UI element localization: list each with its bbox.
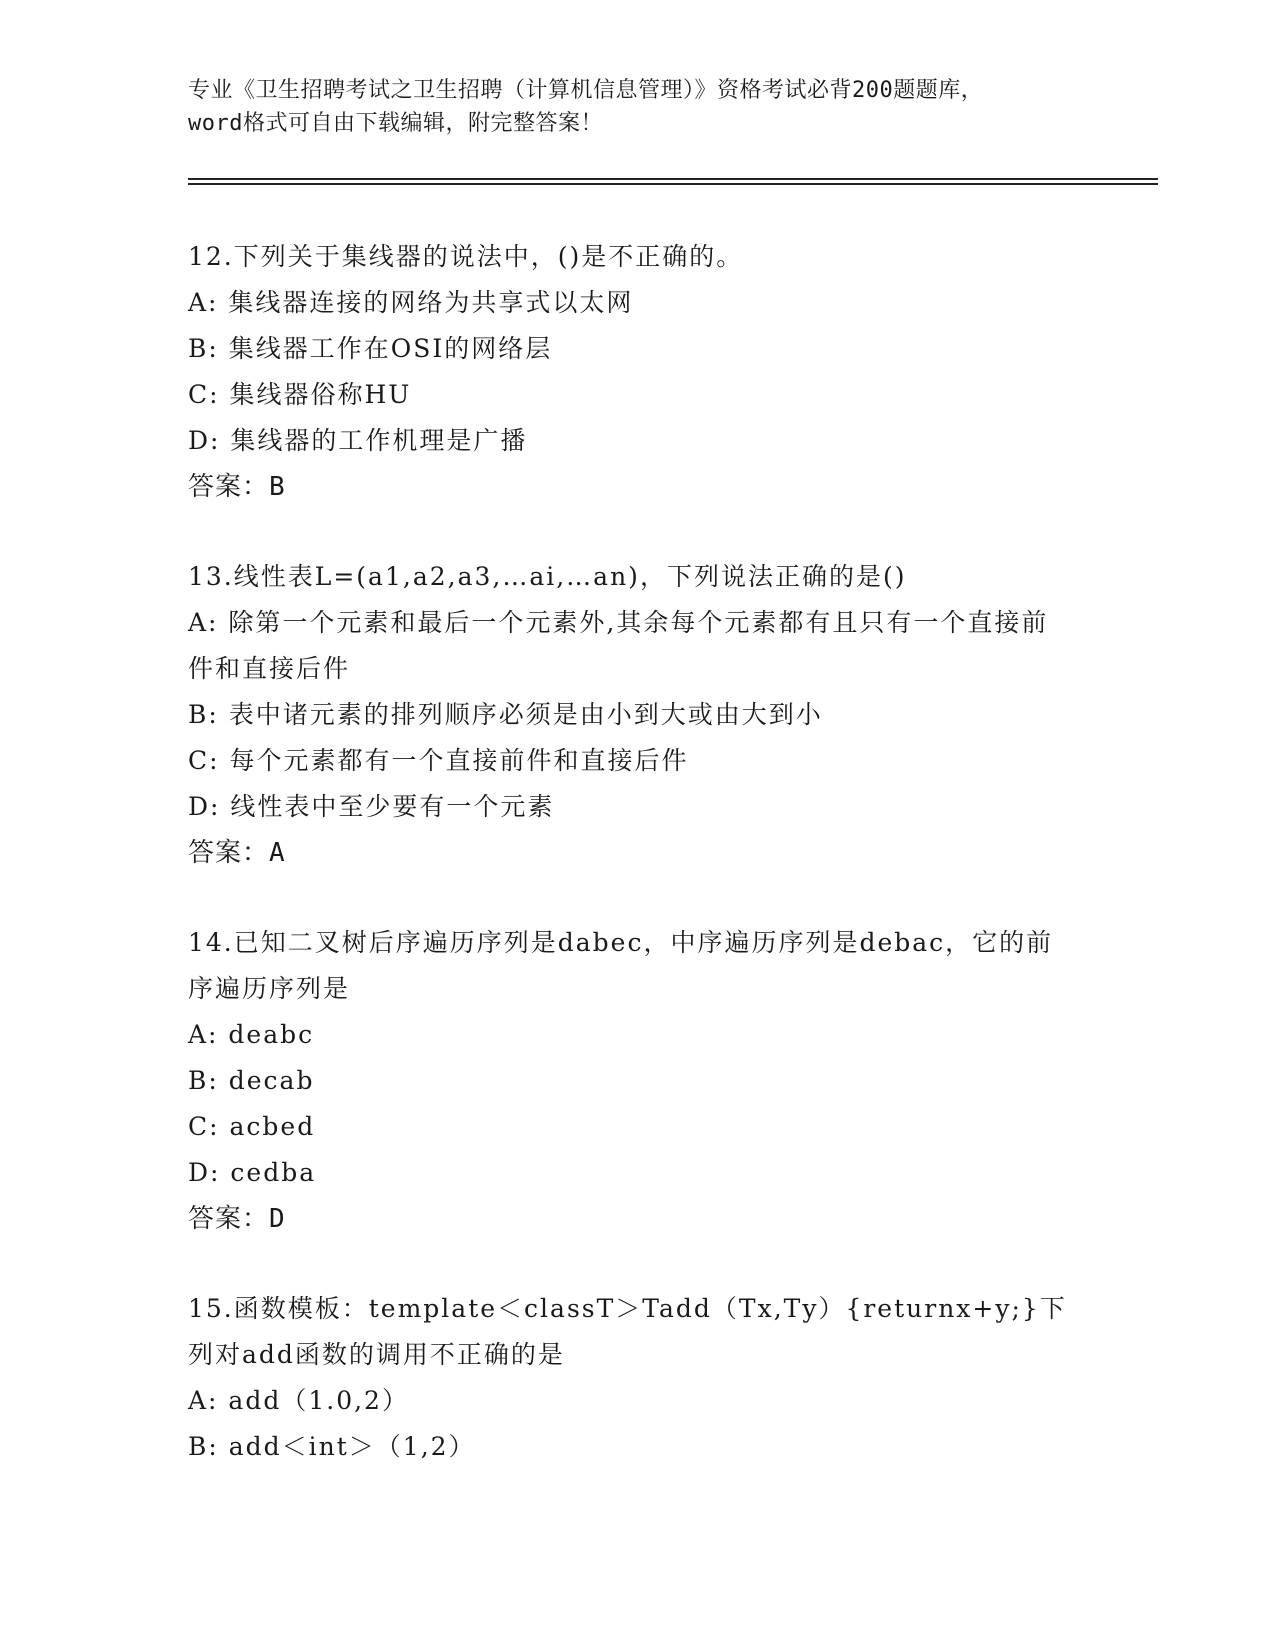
question-text: 13.线性表L=(a1,a2,a3,…ai,…an)，下列说法正确的是() [188, 562, 907, 591]
option-d: D: 集线器的工作机理是广播 [188, 426, 528, 455]
option-c: C: 每个元素都有一个直接前件和直接后件 [188, 746, 689, 775]
question-text: 15.函数模板：template＜classT＞Tadd（Tx,Ty）{returnx+y;}下列对add函数的调用不正确的是 [188, 1294, 1067, 1369]
option-a: A: 集线器连接的网络为共享式以太网 [188, 288, 634, 317]
option-d: D: 线性表中至少要有一个元素 [188, 792, 555, 821]
question-item [188, 554, 1068, 876]
answer-text: 答案：D [188, 1204, 286, 1234]
option-a: A: deabc [188, 1020, 315, 1049]
question-item [188, 234, 1068, 510]
option-d: D: cedba [188, 1158, 317, 1187]
question-item [188, 920, 1068, 1242]
document-header [188, 74, 1088, 140]
header-line-1: 专业《卫生招聘考试之卫生招聘（计算机信息管理）》资格考试必背200题题库， [188, 78, 984, 103]
option-b: B: 集线器工作在OSI的网络层 [188, 334, 553, 363]
option-b: B: add＜int＞（1,2） [188, 1432, 476, 1461]
option-a: A: add（1.0,2） [188, 1386, 409, 1415]
question-text: 12.下列关于集线器的说法中，()是不正确的。 [188, 242, 744, 271]
header-divider-bottom [188, 183, 1158, 185]
answer-text: 答案：B [188, 472, 286, 502]
header-line-2: word格式可自由下载编辑，附完整答案！ [188, 111, 603, 136]
option-b: B: decab [188, 1066, 315, 1095]
header-divider-top [188, 178, 1158, 180]
option-b: B: 表中诸元素的排列顺序必须是由小到大或由大到小 [188, 700, 823, 729]
option-c: C: 集线器俗称HU [188, 380, 412, 409]
question-list [188, 234, 1068, 1514]
answer-text: 答案：A [188, 838, 286, 868]
option-c: C: acbed [188, 1112, 316, 1141]
option-a: A: 除第一个元素和最后一个元素外,其余每个元素都有且只有一个直接前件和直接后件 [188, 608, 1049, 683]
question-text: 14.已知二叉树后序遍历序列是dabec，中序遍历序列是debac，它的前序遍历序列是 [188, 928, 1054, 1003]
question-item [188, 1286, 1068, 1470]
